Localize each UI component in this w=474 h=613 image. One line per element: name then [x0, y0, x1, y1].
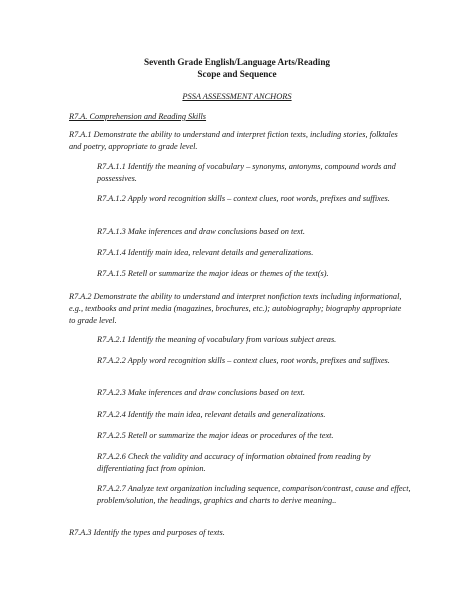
document-subtitle: Scope and Sequence: [197, 69, 277, 79]
anchor-r7a2-5: R7.A.2.5 Retell or summarize the major ideas or procedures of the text.: [97, 431, 334, 440]
anchors-heading: PSSA ASSESSMENT ANCHORS: [182, 92, 292, 101]
anchor-r7a1-3: R7.A.1.3 Make inferences and draw conclusions based on text.: [97, 227, 305, 236]
standard-r7a3: R7.A.3 Identify the types and purposes of texts.: [69, 528, 225, 537]
anchor-r7a1-4: R7.A.1.4 Identify main idea, relevant details and generalizations.: [97, 248, 314, 257]
standard-r7a1: R7.A.1 Demonstrate the ability to understand and interpret fiction texts, including stories, folktales and poetry, appropriate to grade level.: [69, 130, 398, 151]
anchor-r7a2-3: R7.A.2.3 Make inferences and draw conclusions based on text.: [97, 388, 305, 397]
anchor-r7a2-6: R7.A.2.6 Check the validity and accuracy of information obtained from reading by differentiating fact from opinion.: [97, 452, 371, 473]
document-title: Seventh Grade English/Language Arts/Reading: [143, 57, 331, 67]
anchor-r7a2-1: R7.A.2.1 Identify the meaning of vocabulary from various subject areas.: [97, 335, 337, 344]
anchor-r7a2-7: R7.A.2.7 Analyze text organization including sequence, comparison/contrast, cause and effect, problem/solution, the headings, graphics and charts to derive meaning..: [97, 484, 411, 505]
section-heading: R7.A. Comprehension and Reading Skills: [69, 112, 207, 121]
anchor-r7a2-2: R7.A.2.2 Apply word recognition skills – context clues, root words, prefixes and suffixes.: [97, 356, 390, 365]
anchor-r7a2-4: R7.A.2.4 Identify the main idea, relevant details and generalizations.: [97, 410, 326, 419]
standard-r7a2: R7.A.2 Demonstrate the ability to understand and interpret nonfiction texts including informational, e.g., textbooks and print media (magazines, brochures, etc.); autobiography; biography appropriate to grade level.: [69, 292, 402, 325]
anchor-r7a1-5: R7.A.1.5 Retell or summarize the major ideas or themes of the text(s).: [97, 269, 329, 278]
anchor-r7a1-2: R7.A.1.2 Apply word recognition skills – context clues, root words, prefixes and suffixes.: [97, 194, 390, 203]
anchor-r7a1-1: R7.A.1.1 Identify the meaning of vocabulary – synonyms, antonyms, compound words and possessives.: [97, 162, 396, 183]
